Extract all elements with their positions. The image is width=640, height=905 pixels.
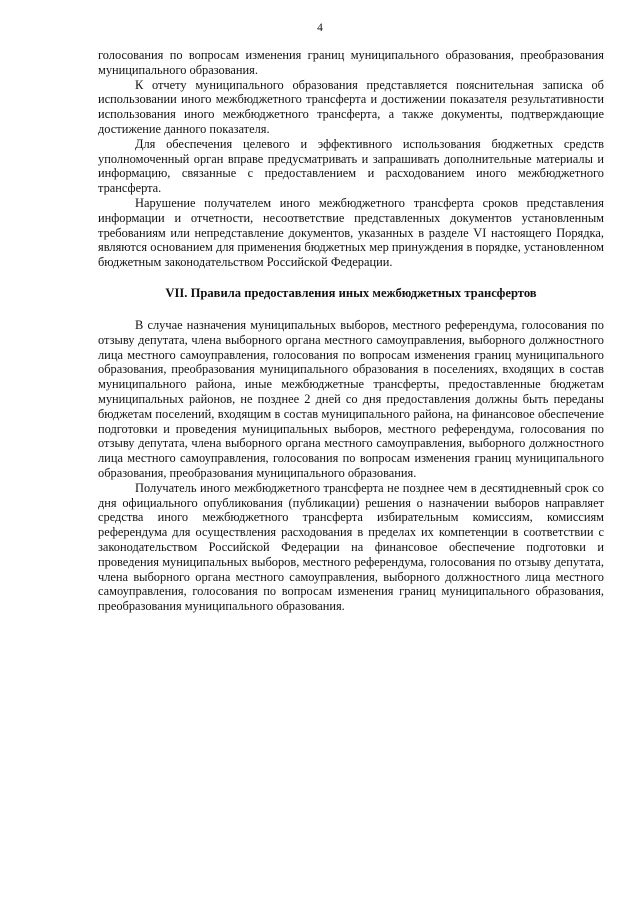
document-body	[98, 48, 604, 614]
paragraph-elections-transfer: В случае назначения муниципальных выборов, местного референдума, голосования по отзыву депутата, члена выборного органа местного самоуправления, выборного должностного лица местного самоуправления, голосования по вопросам изменения границ муниципального образования, преобразования муниципального образования в поселениях, входящих в состав муниципального района, иные межбюджетные трансферты, предоставленные бюджетам муниципальных районов, не позднее 2 дней со дня предоставления должны быть переданы бюджетам поселений, входящим в состав муниципального района, на финансовое обеспечение подготовки и проведения муниципальных выборов, местного референдума, голосования по отзыву депутата, члена выборного органа местного самоуправления, выборного должностного лица местного самоуправления, голосования по вопросам изменения границ муниципального образования, преобразования муниципального образования.	[98, 317, 604, 480]
paragraph-recipient-obligations: Получатель иного межбюджетного трансферта не позднее чем в десятидневный срок со дня официального опубликования (публикации) решения о назначении выборов направляет средства иного межбюджетного трансферта избирательным комиссиям, комиссиям референдума для осуществления расходования в пределах их компетенции в соответствии с законодательством Российской Федерации на финансовое обеспечение подготовки и проведения муниципальных выборов, местного референдума, голосования по отзыву депутата, члена выборного органа местного самоуправления, выборного должностного лица местного самоуправления, голосования по вопросам изменения границ муниципального образования, преобразования муниципального образования.	[98, 480, 604, 614]
paragraph-continuation: голосования по вопросам изменения границ муниципального образования, преобразования муниципального образования.	[98, 48, 604, 77]
paragraph-additional-materials: Для обеспечения целевого и эффективного использования бюджетных средств уполномоченный орган вправе предусматривать и запрашивать дополнительные материалы и информацию, связанные с предоставлением и расходованием иного межбюджетного трансферта.	[98, 136, 604, 196]
paragraph-violation-measures: Нарушение получателем иного межбюджетного трансферта сроков представления информации и отчетности, несоответствие представленных документов установленным требованиям или непредставление документов, указанных в разделе VI настоящего Порядка, являются основанием для применения бюджетных мер принуждения в порядке, установленном бюджетным законодательством Российской Федерации.	[98, 195, 604, 270]
paragraph-report-note: К отчету муниципального образования представляется пояснительная записка об использовании иного межбюджетного трансферта и достижении показателя результативности использования иного межбюджетного трансферта, а также документы, подтверждающие достижение данного показателя.	[98, 77, 604, 136]
section-heading: VII. Правила предоставления иных межбюджетных трансфертов	[165, 285, 537, 300]
page-number: 4	[317, 22, 323, 34]
